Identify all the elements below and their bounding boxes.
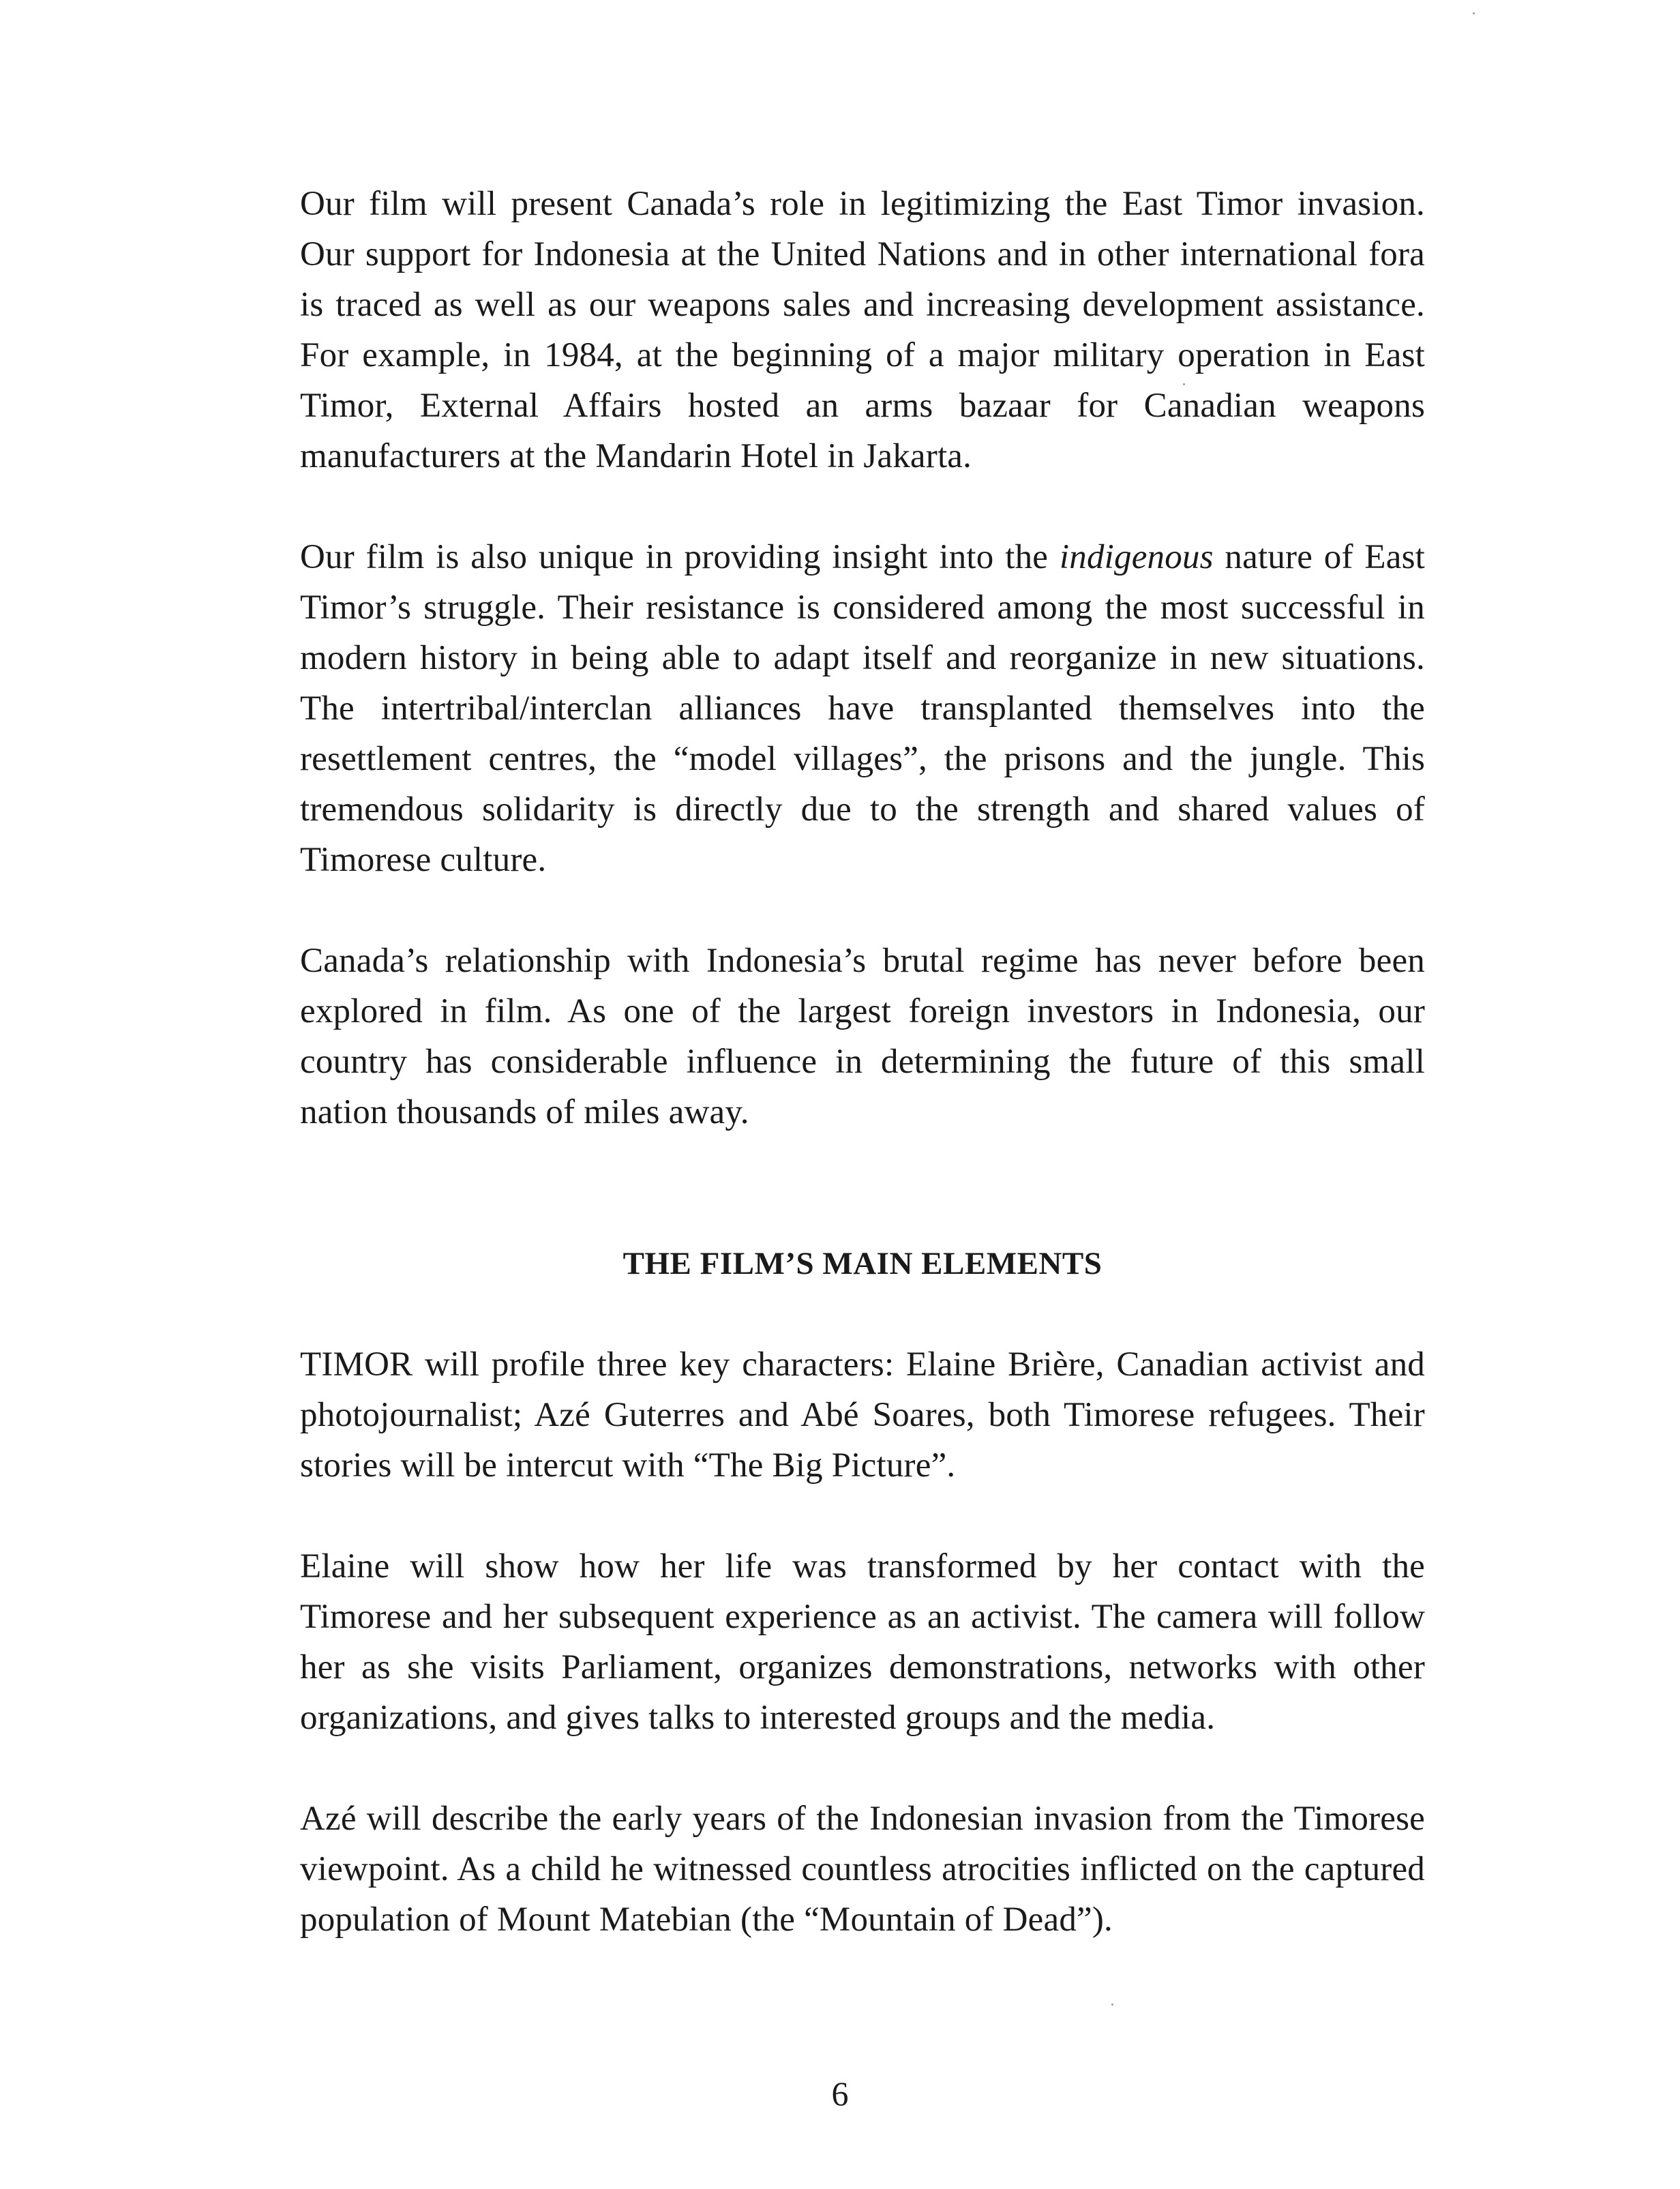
emphasized-word: indigenous	[1059, 538, 1214, 576]
scan-speck	[1473, 12, 1475, 14]
paragraph-text-segment: Our film is also unique in providing insight into the	[300, 538, 1060, 576]
page-number: 6	[831, 2074, 849, 2113]
paragraph-indigenous-struggle	[300, 532, 1425, 885]
document-body	[300, 179, 1425, 1945]
paragraph-text-segment: nature of East Timor’s struggle. Their resistance is considered among the most successful in modern history in being able to adapt itself and reorganize in new situations. The intertribal/interclan alliances have transplanted themselves into the resettlement centres, the “model villages”, the prisons and the jungle. This tremendous solidarity is directly due to the strength and shared values of Timorese culture.	[300, 538, 1426, 879]
section-heading: THE FILM’S MAIN ELEMENTS	[622, 1246, 1102, 1281]
scan-speck	[1111, 2004, 1113, 2006]
paragraph-elaine: Elaine will show how her life was transformed by her contact with the Timorese and her subsequent experience as an activist. The camera will follow her as she visits Parliament, organizes demonstrations, networks with other organizations, and gives talks to interested groups and the media.	[300, 1547, 1425, 1737]
paragraph-aze: Azé will describe the early years of the Indonesian invasion from the Timorese viewpoint. As a child he witnessed countless atrocities inflicted on the captured population of Mount Matebian (the “Mountain of Dead”).	[300, 1800, 1425, 1939]
paragraph-canada-indonesia: Canada’s relationship with Indonesia’s brutal regime has never before been explored in film. As one of the largest foreign investors in Indonesia, our country has considerable influence in determining the future of this small nation thousands of miles away.	[300, 942, 1425, 1131]
paragraph-canada-role: Our film will present Canada’s role in legitimizing the East Timor invasion. Our support for Indonesia at the United Nations and in other international fora is traced as well as our weapons sales and increasing development assistance. For example, in 1984, at the beginning of a major military operation in East Timor, External Affairs hosted an arms bazaar for Canadian weapons manufacturers at the Mandarin Hotel in Jakarta.	[300, 185, 1425, 475]
scan-speck	[1183, 383, 1185, 385]
paragraph-key-characters: TIMOR will profile three key characters: Elaine Brière, Canadian activist and photojournalist; Azé Guterres and Abé Soares, both Timorese refugees. Their stories will be intercut with “The Big Picture”.	[300, 1345, 1425, 1485]
